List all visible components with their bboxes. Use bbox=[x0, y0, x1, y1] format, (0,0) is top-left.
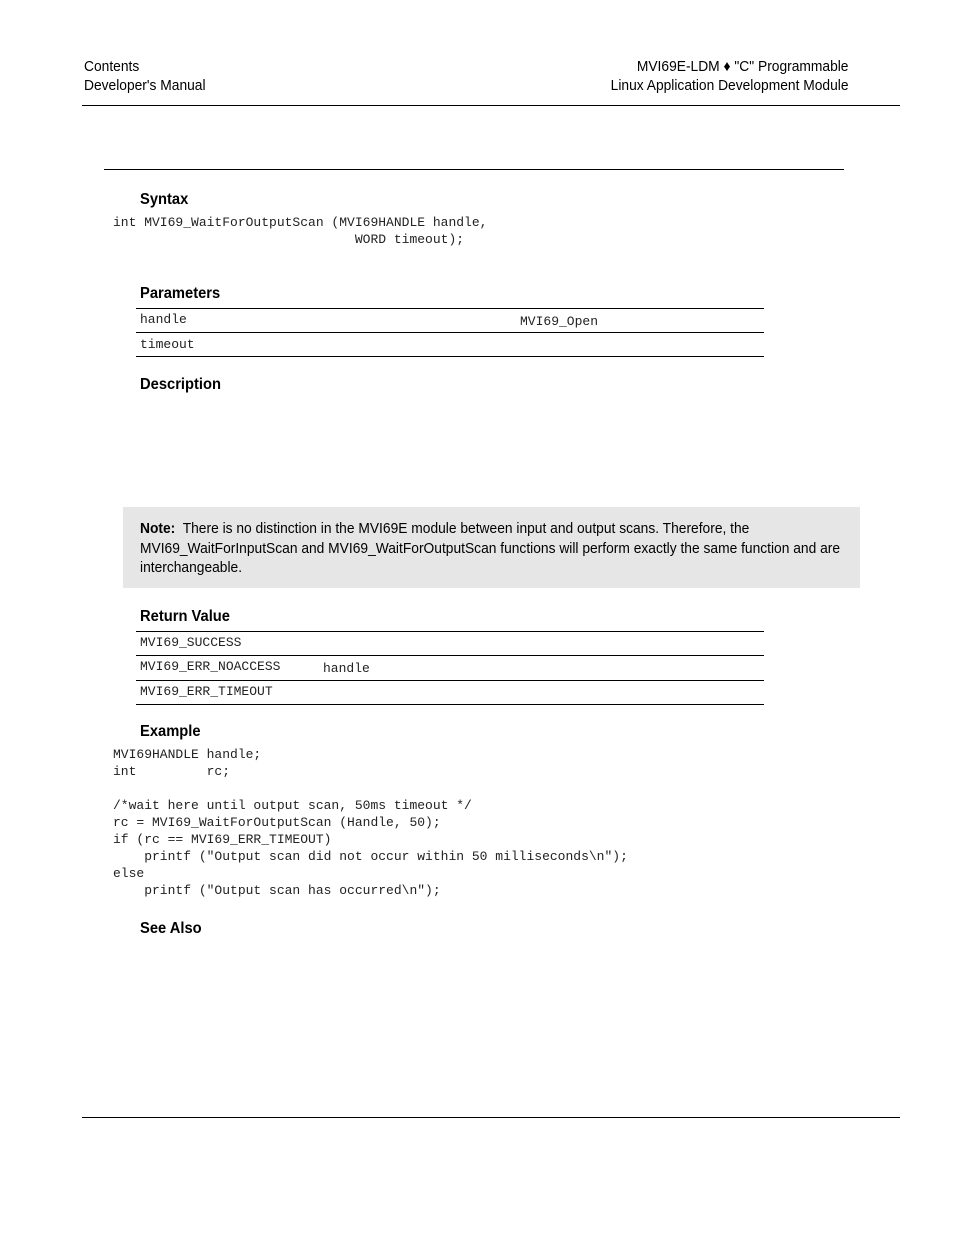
syntax-code: int MVI69_WaitForOutputScan (MVI69HANDLE handle, WORD timeout); bbox=[113, 215, 488, 247]
see-also-heading: See Also bbox=[140, 920, 202, 937]
header-manual-label: Developer's Manual bbox=[84, 77, 206, 94]
return-code: MVI69_SUCCESS bbox=[140, 635, 242, 650]
return-value-table bbox=[136, 631, 764, 705]
parameters-table bbox=[136, 308, 764, 357]
description-heading: Description bbox=[140, 376, 221, 393]
param-desc: MVI69_Open bbox=[520, 314, 599, 329]
parameters-heading: Parameters bbox=[140, 285, 221, 302]
table-row bbox=[136, 308, 764, 332]
table-row bbox=[136, 332, 764, 357]
note-body: There is no distinction in the MVI69E module between input and output scans. Therefore, the MVI69_WaitForInputScan and MVI69_WaitForOutputScan functions will perform exactly the same function and are interchangeable. bbox=[140, 520, 841, 576]
param-name: handle bbox=[140, 312, 187, 327]
header-left bbox=[84, 57, 206, 95]
header-product-subtitle: Linux Application Development Module bbox=[610, 77, 848, 94]
table-row bbox=[136, 631, 764, 655]
return-value-heading: Return Value bbox=[140, 608, 230, 625]
example-heading: Example bbox=[140, 723, 201, 740]
note-box bbox=[123, 507, 860, 588]
return-code: MVI69_ERR_NOACCESS bbox=[140, 659, 281, 674]
header-section-label: Contents bbox=[84, 58, 140, 75]
return-code: MVI69_ERR_TIMEOUT bbox=[140, 684, 273, 699]
example-code: MVI69HANDLE handle; int rc; /*wait here until output scan, 50ms timeout */ rc = MVI69_WaitForOutputScan (Handle, 50); if (rc == MVI69_ERR_TIMEOUT) printf ("Output scan did not occur within 50 milliseconds\n"); else printf ("Output scan has occurred\n"); bbox=[113, 747, 628, 898]
footer-rule bbox=[82, 1117, 900, 1118]
param-name: timeout bbox=[140, 337, 195, 352]
return-desc: handle bbox=[323, 661, 370, 676]
table-row bbox=[136, 655, 764, 680]
note-text bbox=[140, 519, 848, 578]
syntax-heading: Syntax bbox=[140, 191, 189, 208]
section-rule bbox=[104, 169, 844, 170]
note-label: Note: bbox=[140, 520, 176, 537]
header-right bbox=[610, 57, 848, 95]
header-rule bbox=[82, 105, 900, 106]
header-product-title: MVI69E-LDM ♦ "C" Programmable bbox=[636, 58, 848, 75]
table-row bbox=[136, 680, 764, 705]
